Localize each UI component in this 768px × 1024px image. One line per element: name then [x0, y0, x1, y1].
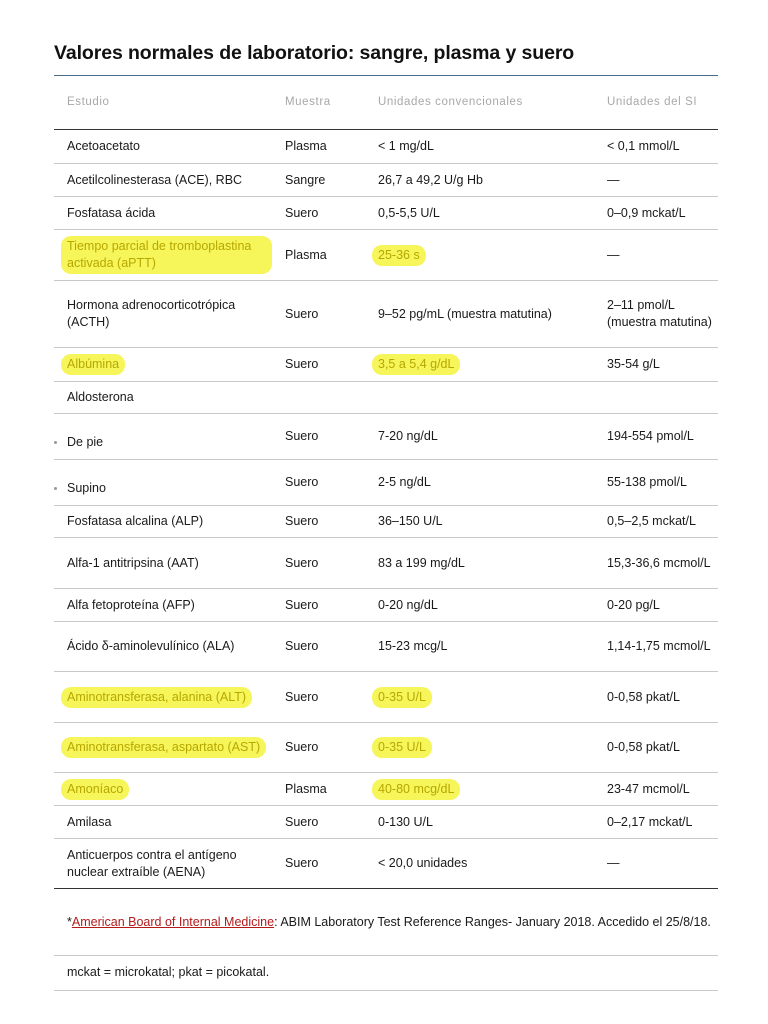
bullet-icon: [54, 441, 57, 444]
cell-conv: 0,5-5,5 U/L: [378, 205, 440, 220]
cell-si: 35-54 g/L: [607, 357, 660, 371]
table-row: [54, 506, 718, 538]
table-row: [54, 348, 718, 382]
cell-conv: 9–52 pg/mL (muestra matutina): [378, 306, 552, 321]
cell-muestra: Suero: [285, 740, 319, 754]
cell-estudio: Amilasa: [67, 814, 112, 829]
table-row: [54, 622, 718, 672]
cell-muestra: Suero: [285, 555, 319, 570]
highlighted-conv: 25-36 s: [372, 245, 426, 266]
cell-muestra: Suero: [285, 814, 319, 829]
table-row: [54, 130, 718, 164]
footnote-body: : ABIM Laboratory Test Reference Ranges- January 2018. Accedido el 25/8/18.: [274, 915, 711, 929]
cell-si: 0–2,17 mckat/L: [607, 814, 693, 829]
table-row: [54, 230, 718, 281]
cell-estudio: Acetoacetato: [67, 139, 140, 153]
cell-muestra: Plasma: [285, 139, 327, 153]
header-convencionales: Unidades convencionales: [378, 96, 523, 108]
table-row: [54, 414, 718, 460]
cell-conv-wrap: [378, 230, 603, 280]
cell-estudio-wrap: [67, 672, 272, 722]
cell-si: 0,5–2,5 mckat/L: [607, 514, 696, 528]
cell-si: 0-0,58 pkat/L: [607, 740, 680, 754]
cell-conv-wrap: [378, 773, 603, 805]
cell-muestra: Suero: [285, 514, 319, 528]
cell-si: 23-47 mcmol/L: [607, 781, 690, 796]
cell-muestra: Suero: [285, 689, 319, 704]
cell-muestra: [285, 382, 373, 413]
cell-estudio: Acetilcolinesterasa (ACE), RBC: [67, 172, 243, 187]
cell-estudio-wrap: [67, 723, 272, 772]
cell-estudio: Ácido δ-aminolevulínico (ALA): [67, 639, 235, 653]
cell-muestra: Suero: [285, 357, 319, 371]
highlighted-conv: 0-35 U/L: [372, 737, 432, 758]
cell-estudio: Hormona adrenocorticotrópica (ACTH): [67, 298, 236, 329]
cell-si: —: [607, 172, 620, 187]
cell-si: 2–11 pmol/L (muestra matutina): [607, 298, 712, 329]
cell-si: 15,3-36,6 mcmol/L: [607, 555, 711, 570]
cell-conv-wrap: [378, 672, 603, 722]
cell-estudio: Aldosterona: [67, 390, 134, 404]
cell-conv-wrap: [378, 348, 603, 381]
cell-estudio: De pie: [67, 435, 104, 449]
cell-conv: [378, 382, 603, 413]
cell-estudio: Fosfatasa ácida: [67, 205, 156, 220]
footnote-text: [67, 914, 717, 931]
cell-muestra: Sangre: [285, 172, 326, 187]
cell-estudio: Supino: [67, 481, 106, 495]
cell-muestra: Plasma: [285, 781, 327, 796]
cell-si: 1,14-1,75 mcmol/L: [607, 639, 711, 653]
highlighted-estudio: Aminotransferasa, aspartato (AST): [61, 737, 266, 758]
table-row: [54, 164, 718, 197]
cell-estudio-wrap: [67, 773, 272, 805]
highlighted-estudio: Aminotransferasa, alanina (ALT): [61, 687, 252, 708]
cell-muestra: Suero: [285, 856, 319, 870]
cell-estudio-wrap: [67, 230, 272, 280]
cell-si: [607, 382, 715, 413]
cell-conv: 83 a 199 mg/dL: [378, 555, 465, 570]
cell-estudio: Fosfatasa alcalina (ALP): [67, 514, 204, 528]
table-row: [54, 382, 718, 414]
table-row: [54, 538, 718, 589]
cell-muestra: Suero: [285, 429, 319, 443]
header-estudio: Estudio: [67, 96, 110, 108]
cell-muestra: Suero: [285, 306, 319, 321]
table-header: [54, 76, 718, 130]
cell-conv: 26,7 a 49,2 U/g Hb: [378, 172, 483, 187]
cell-conv: 15-23 mcg/L: [378, 639, 448, 653]
table-row: [54, 460, 718, 506]
cell-estudio: Alfa-1 antitripsina (AAT): [67, 555, 199, 570]
cell-conv: 0-130 U/L: [378, 814, 433, 829]
cell-conv: < 20,0 unidades: [378, 856, 468, 870]
cell-si: 0-0,58 pkat/L: [607, 689, 680, 704]
cell-estudio: Anticuerpos contra el antígeno nuclear extraíble (AENA): [67, 847, 237, 879]
cell-si: 0–0,9 mckat/L: [607, 205, 686, 220]
cell-conv: < 1 mg/dL: [378, 139, 434, 153]
table-row: [54, 281, 718, 348]
highlighted-estudio: Amoníaco: [61, 779, 129, 800]
table-row: [54, 197, 718, 230]
abbreviations-note: [54, 956, 718, 991]
highlighted-conv: 40-80 mcg/dL: [372, 779, 460, 800]
cell-estudio: Alfa fetoproteína (AFP): [67, 597, 195, 612]
page-title: Valores normales de laboratorio: sangre, plasma y suero: [54, 42, 575, 64]
cell-si: —: [607, 856, 620, 870]
cell-conv: 7-20 ng/dL: [378, 429, 438, 443]
abim-link[interactable]: American Board of Internal Medicine: [71, 915, 275, 929]
cell-si: < 0,1 mmol/L: [607, 139, 680, 153]
abbreviations-text: mckat = microkatal; pkat = picokatal.: [67, 965, 270, 979]
cell-si: 55-138 pmol/L: [607, 475, 687, 489]
cell-muestra: Plasma: [285, 247, 327, 262]
table-row: [54, 839, 718, 889]
highlighted-estudio: Tiempo parcial de tromboplastina activada (aPTT): [61, 236, 272, 274]
cell-conv-wrap: [378, 723, 603, 772]
cell-muestra: Suero: [285, 597, 319, 612]
cell-estudio-wrap: [67, 348, 272, 381]
cell-si: 194-554 pmol/L: [607, 429, 694, 443]
cell-si: —: [607, 247, 620, 262]
bullet-icon: [54, 487, 57, 490]
cell-muestra: Suero: [285, 475, 319, 489]
header-muestra: Muestra: [285, 96, 331, 108]
table-row: [54, 589, 718, 622]
table-row: [54, 806, 718, 839]
table-row: [54, 723, 718, 773]
table-row: [54, 773, 718, 806]
highlighted-conv: 0-35 U/L: [372, 687, 432, 708]
cell-muestra: Suero: [285, 639, 319, 653]
highlighted-estudio: Albúmina: [61, 354, 125, 375]
table-row: [54, 672, 718, 723]
header-si: Unidades del SI: [607, 96, 698, 108]
cell-muestra: Suero: [285, 205, 319, 220]
cell-conv: 2-5 ng/dL: [378, 475, 431, 489]
cell-conv: 0-20 ng/dL: [378, 597, 438, 612]
cell-si: 0-20 pg/L: [607, 597, 660, 612]
footnote: [54, 890, 718, 956]
footnote-asterisk: *: [67, 915, 72, 929]
highlighted-conv: 3,5 a 5,4 g/dL: [372, 354, 460, 375]
cell-conv: 36–150 U/L: [378, 514, 443, 528]
